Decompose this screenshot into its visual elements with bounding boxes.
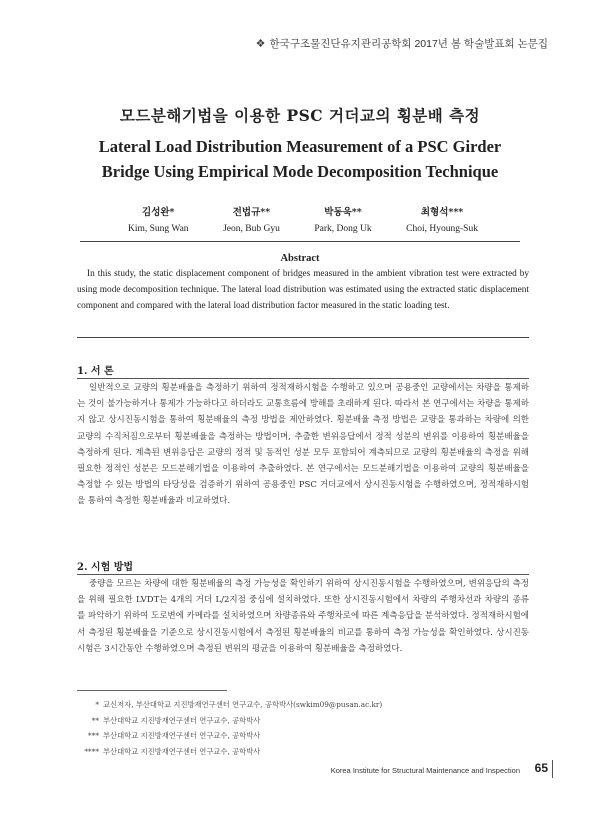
author — [128, 204, 189, 234]
author-list — [128, 204, 478, 234]
author-name-korean: 박동욱** — [324, 207, 362, 218]
title-english-line-2: Bridge Using Empirical Mode Decomposition Technique — [101, 162, 499, 181]
section-heading-test-method: 2. 시험 방법 — [77, 562, 134, 573]
journal-header-text: 한국구조물진단유지관리공학회 2017년 봄 학술발표회 논문집 — [269, 38, 548, 50]
section-rule — [77, 574, 529, 575]
author-name-korean: 최형석*** — [420, 207, 464, 218]
abstract-bottom-rule — [77, 337, 529, 338]
footnote — [77, 697, 529, 713]
footnote-mark: * — [95, 700, 99, 709]
footnote-text: 부산대학교 지진방재연구센터 연구교수, 공학박사 — [103, 731, 261, 740]
footnote — [77, 713, 529, 729]
author-name-korean: 김성완* — [142, 207, 175, 218]
abstract-body: In this study, the static displacement component of bridges measured in the ambient vibration test were extracted by using mode decomposition technique. The lateral load distribution was estimated using the extracted static displacement component and compared with the lateral load distribution factor measured in the static loading test. — [77, 269, 529, 311]
journal-header — [256, 36, 548, 51]
footnote-rule — [77, 690, 227, 691]
header-diamond-icon: ❖ — [255, 38, 266, 50]
paper-title-english — [40, 134, 560, 184]
footnote-text: 교신저자, 부산대학교 지진방재연구센터 연구교수, 공학박사(swkim09@pusan.ac.kr) — [103, 700, 383, 709]
author — [223, 204, 280, 234]
author — [406, 204, 478, 234]
section-body-introduction: 일반적으로 교량의 횡분배율을 측정하기 위하여 정적재하시험을 수행하고 있으며 공용중인 교량에서는 차량을 통제하는 것이 불가능하거나 통제가 가능하다고 하더라도 교통흐름에 방해를 초래하게 된다. 따라서 본 연구에서는 차량을 통제하지 않고 상시진동시험을 통하여 횡분배율의 측정 방법을 제안하였다. 횡분배율 측정 방법은 교량을 통과하는 차량에 의한 교량의 수직처짐으로부터 횡분배율을 측정하는 방법이며, 추출한 변위응답에서 정적 성분의 변위를 이용하여 횡분배율을 측정하게 된다. 계측된 변위응답은 교량의 정적 및 동적인 성분 모두 포함되어 계측되므로 교량의 횡분배율의 측정을 위해 필요한 정적인 성분은 모드분해기법을 이용하여 추출하였다. 본 연구에서는 모드분해기법을 이용하여 교량의 횡분배율을 측정할 수 있는 방법의 타당성을 검증하기 위하여 공용중인 PSC 거더교에서 상시진동시험을 수행하였으며, 정적재하시험을 통하여 측정한 횡분배율과 비교하였다. — [77, 383, 529, 507]
paper-title-korean: 모드분해기법을 이용한 PSC 거더교의 횡분배 측정 — [119, 106, 481, 125]
footnote-mark: *** — [88, 731, 99, 740]
footnotes — [77, 697, 529, 759]
footnote — [77, 728, 529, 744]
author-name-english: Jeon, Bub Gyu — [223, 224, 280, 234]
footer-institute: Korea Institute for Structural Maintenance and Inspection — [330, 766, 520, 775]
author — [314, 204, 371, 234]
section-body-test-method: 중량을 모르는 차량에 대한 횡분배율의 측정 가능성을 확인하기 위하여 상시진동시험을 수행하였으며, 변위응답의 측정을 위해 필요한 LVDT는 4개의 거더 L/2지점 중심에 설치하였다. 또한 상시진동시험에서 차량의 주행차선과 차량의 종류를 파악하기 위하여 도로변에 카메라를 설치하였으며 차량종류와 주행차로에 따른 계측응답을 분석하였다. 정적재하시험에서 측정된 횡분배율을 기준으로 상시진동시험에서 측정된 횡분배율의 비교를 통하여 측정 가능성을 확인하였다. 상시진동시험은 3시간동안 수행하였으며 측정된 변위의 평균을 이용하여 횡분배율을 측정하였다. — [77, 579, 529, 654]
abstract-top-rule — [80, 241, 520, 242]
author-name-english: Choi, Hyoung-Suk — [406, 224, 478, 234]
abstract-heading: Abstract — [280, 253, 320, 264]
footnote-mark: ** — [91, 715, 99, 725]
page-number: 65 — [534, 761, 548, 775]
section-rule — [77, 378, 529, 379]
author-name-english: Park, Dong Uk — [314, 224, 372, 234]
footnote-mark: **** — [84, 746, 99, 756]
section-heading-introduction: 1. 서 론 — [77, 366, 114, 377]
footer-divider — [552, 760, 553, 778]
footnote-text: 부산대학교 지진방재연구센터 연구교수, 공학박사 — [103, 746, 261, 756]
title-english-line-1: Lateral Load Distribution Measurement of a PSC Girder — [98, 137, 502, 156]
footnote-text: 부산대학교 지진방재연구센터 연구교수, 공학박사 — [103, 715, 261, 725]
author-name-english: Kim, Sung Wan — [128, 224, 189, 234]
author-name-korean: 전법규** — [232, 207, 271, 218]
footnote — [77, 744, 529, 760]
